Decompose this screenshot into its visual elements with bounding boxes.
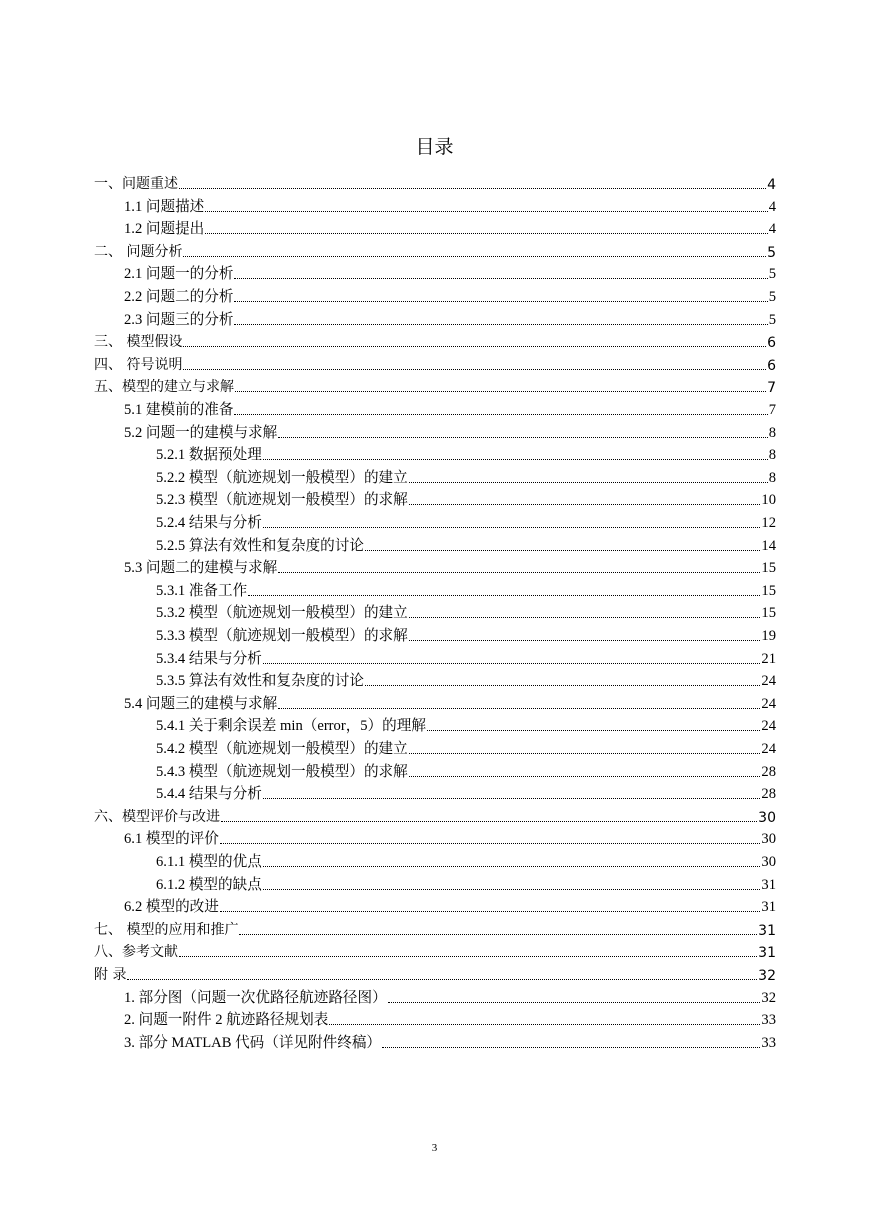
toc-entry-page: 12 [761,515,776,531]
toc-entry-page: 4 [768,199,776,215]
toc-entry[interactable] [94,171,776,193]
toc-entry-label: 1. 部分图（问题一次优路径航迹路径图） [124,990,387,1006]
toc-entry-page: 15 [761,605,776,621]
toc-leader-dots [183,242,766,257]
toc-entry-label: 2.2 问题二的分析 [124,289,234,305]
toc-entry-page: 15 [761,560,776,576]
toc-entry-label: 1.1 问题描述 [124,199,205,215]
toc-leader-dots [248,581,760,596]
toc-entry-label: 5.4.4 结果与分析 [156,786,262,802]
toc-title: 目录 [415,136,454,158]
toc-entry-label: 5.2.1 数据预处理 [156,447,262,463]
toc-entry-label: 1.2 问题提出 [124,221,205,237]
toc-leader-dots [278,558,760,573]
toc-entry-label: 5.2.2 模型（航迹规划一般模型）的建立 [156,470,408,486]
toc-entry-page: 4 [767,177,776,193]
toc-leader-dots [409,490,761,505]
toc-leader-dots [263,875,761,890]
toc-leader-dots [239,920,757,935]
toc-leader-dots [263,649,761,664]
toc-entry[interactable] [94,329,776,351]
toc-entry[interactable] [94,374,776,396]
toc-entry-label: 八、参考文献 [94,944,178,960]
toc-leader-dots [205,219,767,234]
toc-entry-label: 五、模型的建立与求解 [94,379,234,395]
toc-leader-dots [278,694,760,709]
toc-entry-page: 31 [758,945,776,961]
toc-leader-dots [221,807,757,822]
toc-leader-dots [409,739,761,754]
toc-entry-page: 8 [768,447,776,463]
toc-entry[interactable] [124,985,776,1007]
toc-leader-dots [409,762,761,777]
toc-leader-dots [234,264,767,279]
toc-entry-page: 5 [768,289,776,305]
toc-entry-page: 30 [758,810,776,826]
toc-entry-label: 三、 模型假设 [94,334,183,350]
toc-entry[interactable] [94,804,776,826]
toc-entry[interactable] [124,307,776,329]
toc-entry-page: 28 [761,764,776,780]
toc-entry-label: 5.2.5 算法有效性和复杂度的讨论 [156,538,364,554]
toc-entry-label: 5.1 建模前的准备 [124,402,234,418]
toc-entry-page: 6 [767,358,776,374]
toc-entry-label: 5.4.2 模型（航迹规划一般模型）的建立 [156,741,408,757]
toc-entry-label: 七、 模型的应用和推广 [94,922,239,938]
toc-entry[interactable] [156,849,776,871]
toc-entry-label: 附 录 [94,967,127,983]
toc-leader-dots [263,784,761,799]
page-number: 3 [431,1142,438,1154]
toc-entry-page: 21 [761,651,776,667]
toc-entry-label: 5.4 问题三的建模与求解 [124,696,278,712]
toc-entry-label: 5.2.3 模型（航迹规划一般模型）的求解 [156,492,408,508]
toc-entry-page: 5 [767,245,776,261]
toc-entry-page: 15 [761,583,776,599]
toc-entry-label: 5.3 问题二的建模与求解 [124,560,278,576]
toc-leader-dots [329,1010,760,1025]
toc-entry[interactable] [124,420,776,442]
toc-entry-page: 32 [761,990,776,1006]
toc-entry-label: 3. 部分 MATLAB 代码（详见附件终稿） [124,1035,382,1051]
toc-leader-dots [263,513,761,528]
toc-entry-label: 6.2 模型的改进 [124,899,219,915]
toc-entry[interactable] [124,1030,776,1052]
toc-entry-page: 10 [761,492,776,508]
toc-entry[interactable] [156,668,776,690]
toc-entry[interactable] [156,759,776,781]
toc-leader-dots [220,829,761,844]
toc-leader-dots [382,1033,760,1048]
toc-entry-page: 24 [761,741,776,757]
toc-entry[interactable] [124,555,776,577]
toc-entry[interactable] [94,917,776,939]
toc-entry-label: 2.1 问题一的分析 [124,266,234,282]
toc-leader-dots [205,197,767,212]
toc-entry-label: 二、 问题分析 [94,244,183,260]
toc-entry-page: 19 [761,628,776,644]
toc-entry[interactable] [156,736,776,758]
toc-leader-dots [234,287,767,302]
toc-entry-page: 6 [767,335,776,351]
toc-entry[interactable] [124,216,776,238]
toc-entry[interactable] [124,194,776,216]
toc-leader-dots [388,988,761,1003]
toc-entry-label: 5.3.5 算法有效性和复杂度的讨论 [156,673,364,689]
toc-entry[interactable] [156,713,776,735]
toc-entry-label: 2. 问题一附件 2 航迹路径规划表 [124,1012,329,1028]
toc-entry-label: 六、模型评价与改进 [94,809,220,825]
toc-entry-page: 24 [761,696,776,712]
toc-leader-dots [278,423,767,438]
toc-entry[interactable] [156,465,776,487]
toc-entry-page: 31 [761,877,776,893]
toc-entry[interactable] [156,872,776,894]
toc-entry[interactable] [156,646,776,668]
toc-entry-page: 14 [761,538,776,554]
toc-leader-dots [183,332,766,347]
toc-entry[interactable] [94,939,776,961]
toc-entry[interactable] [124,397,776,419]
toc-leader-dots [127,965,757,980]
toc-entry[interactable] [156,578,776,600]
toc-leader-dots [409,603,761,618]
toc-leader-dots [263,852,761,867]
toc-entry-page: 4 [768,221,776,237]
toc-entry[interactable] [156,781,776,803]
toc-entry-page: 8 [768,425,776,441]
toc-entry[interactable] [124,691,776,713]
toc-leader-dots [183,355,766,370]
toc-entry-page: 31 [761,899,776,915]
toc-leader-dots [234,400,767,415]
toc-entry-page: 32 [758,968,776,984]
toc-entry[interactable] [156,533,776,555]
toc-leader-dots [365,671,760,686]
toc-leader-dots [427,716,760,731]
toc-leader-dots [179,942,757,957]
toc-entry[interactable] [156,600,776,622]
toc-entry[interactable] [156,510,776,532]
toc-leader-dots [234,310,767,325]
toc-leader-dots [409,468,768,483]
toc-entry-page: 5 [768,266,776,282]
toc-entry[interactable] [124,894,776,916]
toc-entry-page: 30 [761,854,776,870]
toc-entry-label: 5.4.3 模型（航迹规划一般模型）的求解 [156,764,408,780]
toc-entry[interactable] [124,826,776,848]
toc-entry-page: 28 [761,786,776,802]
toc-leader-dots [365,536,760,551]
toc-entry[interactable] [124,261,776,283]
toc-entry-label: 5.2 问题一的建模与求解 [124,425,278,441]
toc-leader-dots [179,174,766,189]
toc-entry[interactable] [156,623,776,645]
toc-entry-page: 30 [761,831,776,847]
toc-leader-dots [235,377,766,392]
toc-entry[interactable] [124,284,776,306]
toc-entry-page: 24 [761,718,776,734]
toc-entry[interactable] [94,352,776,374]
toc-entry-label: 四、 符号说明 [94,357,183,373]
toc-entry-page: 7 [768,402,776,418]
toc-entry[interactable] [156,487,776,509]
toc-entry-label: 5.3.2 模型（航迹规划一般模型）的建立 [156,605,408,621]
toc-entry-page: 24 [761,673,776,689]
toc-entry-page: 5 [768,312,776,328]
toc-entry-label: 5.3.3 模型（航迹规划一般模型）的求解 [156,628,408,644]
toc-leader-dots [220,897,761,912]
toc-entry[interactable] [94,239,776,261]
toc-leader-dots [263,445,768,460]
toc-entry[interactable] [124,1007,776,1029]
toc-entry-label: 2.3 问题三的分析 [124,312,234,328]
toc-entry-label: 6.1.1 模型的优点 [156,854,262,870]
toc-entry-page: 33 [761,1035,776,1051]
toc-entry-page: 7 [767,380,776,396]
toc-entry-label: 5.4.1 关于剩余误差 min（error，5）的理解 [156,718,426,734]
toc-entry-label: 5.3.1 准备工作 [156,583,248,599]
toc-entry-page: 31 [758,923,776,939]
toc-entry-label: 一、问题重述 [94,176,178,192]
toc-entry[interactable] [156,442,776,464]
toc-entry-label: 5.2.4 结果与分析 [156,515,262,531]
toc-entry-page: 8 [768,470,776,486]
toc-entry-label: 6.1 模型的评价 [124,831,219,847]
toc-entry-page: 33 [761,1012,776,1028]
toc-entry[interactable] [94,962,776,984]
toc-leader-dots [409,626,761,641]
toc-entry-label: 6.1.2 模型的缺点 [156,877,262,893]
toc-entry-label: 5.3.4 结果与分析 [156,651,262,667]
